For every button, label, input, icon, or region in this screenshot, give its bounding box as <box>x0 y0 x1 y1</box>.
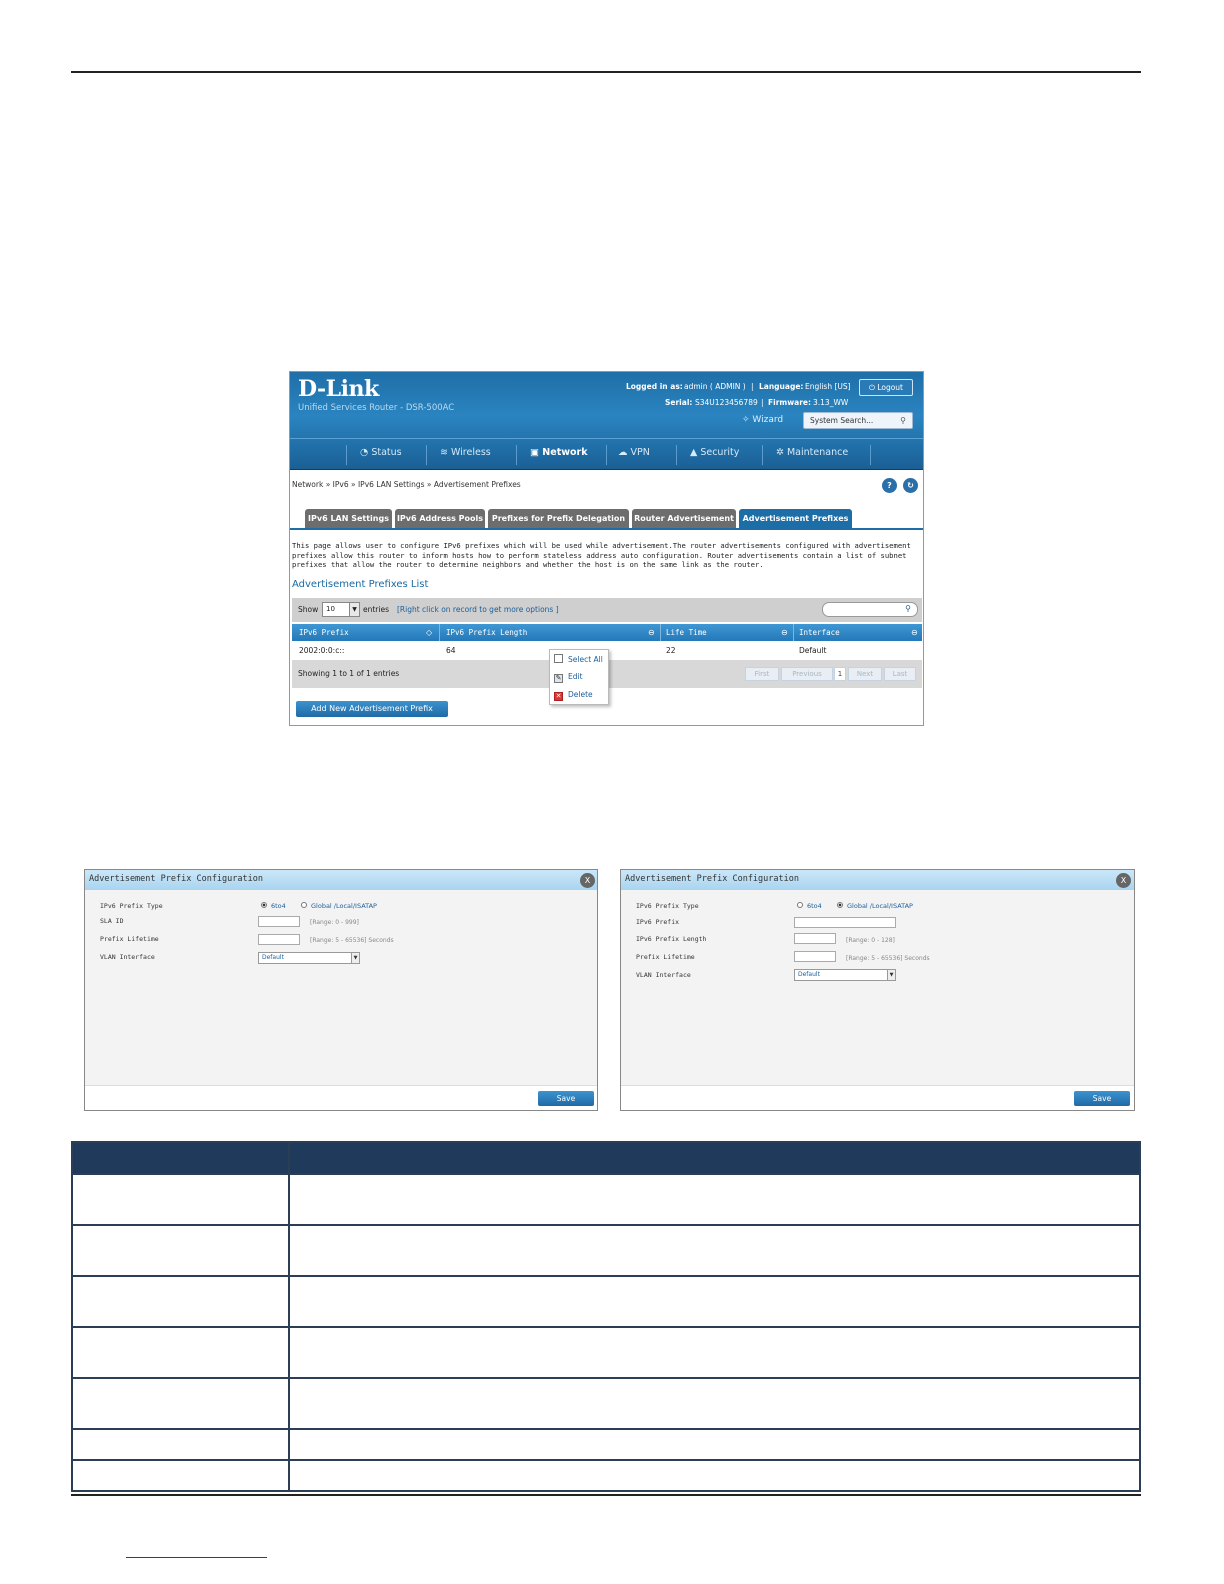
sort-icon[interactable]: ◇ <box>426 628 433 637</box>
dialog-titlebar <box>621 870 1134 890</box>
prefix-lifetime-range-hint: [Range: 5 - 65536] Seconds <box>846 955 930 962</box>
main-nav <box>290 438 923 470</box>
nav-maintenance-label: Maintenance <box>786 447 849 458</box>
nav-separator <box>870 445 871 465</box>
wand-icon: ✧ <box>742 415 753 425</box>
table-row <box>72 1429 1140 1460</box>
context-menu <box>549 649 609 705</box>
description-cell <box>289 1276 1140 1327</box>
wizard-label: Wizard <box>752 415 784 425</box>
system-search-input[interactable] <box>803 412 913 429</box>
cell-interface: Default <box>799 646 827 655</box>
show-label: Show <box>298 605 319 614</box>
nav-separator <box>606 445 607 465</box>
cell-prefix-length: 64 <box>446 646 456 655</box>
header-separator: | <box>751 382 754 391</box>
tab-router-advertisement[interactable]: Router Advertisement <box>632 509 736 528</box>
table-header-row <box>72 1142 1140 1174</box>
wizard-link[interactable] <box>742 415 783 425</box>
nav-status-label: Status <box>371 447 402 458</box>
context-edit[interactable] <box>554 672 583 683</box>
checkbox-icon <box>554 654 563 663</box>
nav-underline <box>290 469 923 470</box>
context-select-all-label: Select All <box>568 655 603 664</box>
column-separator <box>439 624 440 641</box>
nav-network-label: Network <box>542 447 588 458</box>
nav-separator <box>676 445 677 465</box>
description-cell <box>289 1378 1140 1429</box>
pager-last-label: Last <box>892 670 908 678</box>
field-cell <box>72 1276 289 1327</box>
column-prefix-length[interactable]: IPv6 Prefix Length <box>446 628 528 637</box>
context-select-all[interactable] <box>554 654 603 664</box>
gears-icon: ✲ <box>776 447 787 458</box>
tab-prefixes-for-prefix-delegation[interactable]: Prefixes for Prefix Delegation <box>488 509 629 528</box>
prefix-length-input[interactable] <box>794 933 836 944</box>
field-cell <box>72 1460 289 1491</box>
refresh-icon[interactable]: ↻ <box>903 478 918 493</box>
header-cell <box>72 1142 289 1174</box>
nav-separator <box>426 445 427 465</box>
vlan-interface-select[interactable] <box>794 969 896 981</box>
field-cell <box>72 1174 289 1225</box>
nav-separator <box>346 445 347 465</box>
pager-page-number: 1 <box>837 670 843 678</box>
label-prefix-type: IPv6 Prefix Type <box>636 902 699 910</box>
radio-6to4[interactable] <box>261 902 286 910</box>
field-cell <box>72 1429 289 1460</box>
context-delete-label: Delete <box>568 690 593 699</box>
table-search-input[interactable] <box>822 602 918 617</box>
table-row <box>72 1276 1140 1327</box>
column-separator <box>793 624 794 641</box>
chevron-down-icon[interactable]: ▼ <box>351 953 359 963</box>
table-header <box>292 624 922 641</box>
description-cell <box>289 1174 1140 1225</box>
computer-icon: ▣ <box>530 447 543 458</box>
radio-global[interactable] <box>837 902 913 910</box>
dialog-footer <box>621 1085 1134 1111</box>
tab-advertisement-prefixes[interactable]: Advertisement Prefixes <box>739 509 852 528</box>
table-toolbar <box>292 598 922 622</box>
radio-selected-icon <box>261 902 267 908</box>
nav-separator <box>516 445 517 465</box>
system-search-placeholder: System Search... <box>810 416 874 425</box>
description-cell <box>289 1225 1140 1276</box>
sort-icon[interactable]: ⊖ <box>781 628 788 637</box>
label-prefix-lifetime: Prefix Lifetime <box>636 953 695 961</box>
pager-next[interactable] <box>848 667 882 681</box>
lock-icon: ▲ <box>690 447 701 458</box>
pager-previous[interactable] <box>781 667 833 681</box>
save-button[interactable]: Save <box>1074 1091 1130 1106</box>
pager-last[interactable] <box>884 667 916 681</box>
table-row <box>72 1460 1140 1491</box>
serial-label: Serial: <box>665 398 693 407</box>
description-cell <box>289 1327 1140 1378</box>
ipv6-prefix-input[interactable] <box>794 917 896 928</box>
prefix-lifetime-range-hint: [Range: 5 - 65536] Seconds <box>310 937 394 944</box>
tab-baseline <box>290 528 923 530</box>
router-screenshot <box>289 371 924 726</box>
chevron-down-icon[interactable]: ▼ <box>349 603 359 616</box>
entries-per-page-value: 10 <box>326 605 335 613</box>
description-cell <box>289 1429 1140 1460</box>
search-icon[interactable]: ⚲ <box>905 604 911 613</box>
gauge-icon: ◔ <box>360 447 372 458</box>
search-icon[interactable]: ⚲ <box>900 416 906 425</box>
page-description: This page allows user to configure IPv6 prefixes which will be used while advertisement.The router advertisements configured with advertisement prefixes allow this router to inform hosts how to perform stateless address auto configuration. Router advertisements contain a list of subnet prefixes that allow the router to determine neighbors and whether the host is on the same link as the router. <box>292 541 911 569</box>
entries-per-page-select[interactable] <box>322 602 360 617</box>
radio-unselected-icon <box>797 902 803 908</box>
nav-security[interactable] <box>690 447 739 458</box>
firmware-label: Firmware: <box>768 398 811 407</box>
prefix-length-range-hint: [Range: 0 - 128] <box>846 937 895 944</box>
radio-selected-icon <box>837 902 843 908</box>
label-prefix-length: IPv6 Prefix Length <box>636 935 707 943</box>
language-link[interactable]: English [US] <box>805 382 851 391</box>
nav-status[interactable] <box>360 447 402 458</box>
page-bottom-rule <box>71 1494 1141 1496</box>
nav-security-label: Security <box>700 447 740 458</box>
logout-button[interactable] <box>859 379 913 396</box>
table-row <box>72 1225 1140 1276</box>
close-icon[interactable]: X <box>1116 873 1131 888</box>
pager-next-label: Next <box>856 670 874 678</box>
sort-icon[interactable]: ⊖ <box>648 628 655 637</box>
showing-count: Showing 1 to 1 of 1 entries <box>298 669 400 678</box>
wifi-icon: ≋ <box>440 447 451 458</box>
radio-global-label: Global /Local/ISATAP <box>311 902 377 910</box>
nav-wireless[interactable] <box>440 447 491 458</box>
field-cell <box>72 1225 289 1276</box>
pager-first[interactable] <box>745 667 779 681</box>
radio-6to4[interactable] <box>797 902 822 910</box>
list-title: Advertisement Prefixes List <box>292 579 429 590</box>
delete-icon: ✕ <box>555 692 562 700</box>
prefix-lifetime-input[interactable] <box>258 934 300 945</box>
vlan-interface-value: Default <box>798 971 820 978</box>
pager-first-label: First <box>754 670 770 678</box>
label-vlan-interface: VLAN Interface <box>636 971 691 979</box>
column-interface[interactable]: Interface <box>799 628 840 637</box>
language-label: Language: <box>759 382 804 391</box>
add-advertisement-prefix-button[interactable]: Add New Advertisement Prefix <box>296 701 448 717</box>
label-prefix-type: IPv6 Prefix Type <box>100 902 163 910</box>
dialog-footer <box>85 1085 597 1111</box>
nav-maintenance[interactable] <box>776 447 848 458</box>
pencil-icon: ✎ <box>555 674 562 682</box>
pager-previous-label: Previous <box>792 670 822 678</box>
right-click-hint: [Right click on record to get more options ] <box>397 605 559 614</box>
label-vlan-interface: VLAN Interface <box>100 953 155 961</box>
column-life-time[interactable]: Life Time <box>666 628 707 637</box>
sla-id-input[interactable] <box>258 916 300 927</box>
context-delete[interactable] <box>554 690 593 701</box>
sla-id-range-hint: [Range: 0 - 999] <box>310 919 359 926</box>
close-icon[interactable]: X <box>580 873 595 888</box>
radio-6to4-label: 6to4 <box>807 902 822 910</box>
logged-in-label: Logged in as: <box>626 382 683 391</box>
nav-separator <box>762 445 763 465</box>
serial-value: S34U123456789 <box>695 398 758 407</box>
router-header <box>290 372 923 470</box>
radio-global[interactable] <box>301 902 377 910</box>
chevron-down-icon[interactable]: ▼ <box>887 970 895 980</box>
table-row <box>72 1174 1140 1225</box>
dialog-title: Advertisement Prefix Configuration <box>89 874 263 884</box>
label-prefix-lifetime: Prefix Lifetime <box>100 935 159 943</box>
column-separator <box>660 624 661 641</box>
radio-6to4-label: 6to4 <box>271 902 286 910</box>
breadcrumb: Network » IPv6 » IPv6 LAN Settings » Advertisement Prefixes <box>292 480 521 489</box>
nav-vpn[interactable] <box>618 447 650 458</box>
table-row <box>72 1378 1140 1429</box>
logout-label: Logout <box>877 383 903 392</box>
radio-global-label: Global /Local/ISATAP <box>847 902 913 910</box>
vlan-interface-select[interactable] <box>258 952 360 964</box>
footer-link-underline[interactable] <box>126 1557 267 1558</box>
help-icon[interactable]: ? <box>882 478 897 493</box>
product-name: Unified Services Router - DSR-500AC <box>298 403 455 413</box>
description-cell <box>289 1460 1140 1491</box>
dialog-6to4 <box>84 869 598 1111</box>
tab-ipv6-address-pools[interactable]: IPv6 Address Pools <box>395 509 485 528</box>
tab-ipv6-lan-settings[interactable]: IPv6 LAN Settings <box>305 509 392 528</box>
label-sla-id: SLA ID <box>100 917 124 925</box>
header-cell <box>289 1142 1140 1174</box>
firmware-value: 3.13_WW <box>813 398 849 407</box>
dialog-global <box>620 869 1135 1111</box>
nav-wireless-label: Wireless <box>450 447 491 458</box>
cell-life-time: 22 <box>666 646 676 655</box>
cell-ipv6-prefix: 2002:0:0:c:: <box>299 646 345 655</box>
field-description-table <box>71 1141 1141 1492</box>
column-ipv6-prefix[interactable]: IPv6 Prefix <box>299 628 349 637</box>
context-edit-label: Edit <box>568 672 583 681</box>
logged-in-user[interactable]: admin ( ADMIN ) <box>684 382 746 391</box>
pager-current-page[interactable] <box>834 667 846 681</box>
nav-vpn-label: VPN <box>630 447 650 458</box>
sort-icon[interactable]: ⊖ <box>911 628 918 637</box>
header-separator: | <box>761 398 764 407</box>
dlink-logo: D-Link <box>298 376 379 402</box>
save-button[interactable]: Save <box>538 1091 594 1106</box>
table-row <box>72 1327 1140 1378</box>
page-top-rule <box>71 71 1141 73</box>
prefix-lifetime-input[interactable] <box>794 951 836 962</box>
power-icon: ⏻ <box>868 383 878 392</box>
dialog-title: Advertisement Prefix Configuration <box>625 874 799 884</box>
field-cell <box>72 1327 289 1378</box>
label-ipv6-prefix: IPv6 Prefix <box>636 918 680 926</box>
dialog-titlebar <box>85 870 597 890</box>
cloud-lock-icon: ☁ <box>618 447 631 458</box>
field-cell <box>72 1378 289 1429</box>
radio-unselected-icon <box>301 902 307 908</box>
nav-network[interactable] <box>530 447 588 458</box>
vlan-interface-value: Default <box>262 954 284 961</box>
entries-label: entries <box>363 605 389 614</box>
